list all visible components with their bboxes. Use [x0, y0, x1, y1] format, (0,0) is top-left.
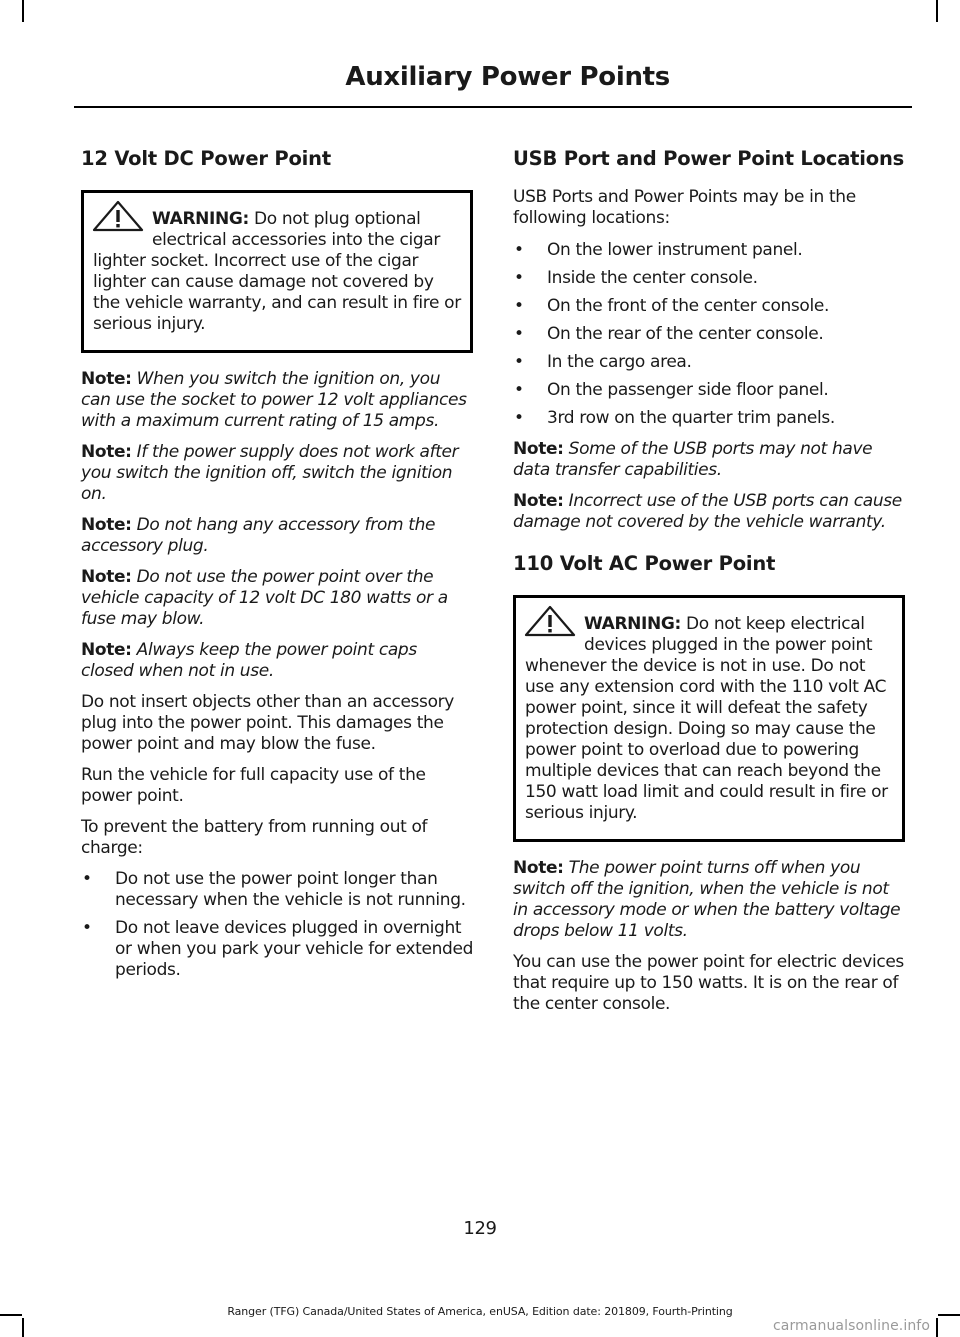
section-heading-12v: 12 Volt DC Power Point	[81, 147, 331, 170]
warning-box-12v	[81, 190, 473, 353]
note-text: Do not use the power point over the vehicle capacity of 12 volt DC 180 watts or a fuse may blow.	[81, 567, 448, 629]
page-number: 129	[463, 1218, 497, 1239]
note-label: Note:	[81, 640, 132, 660]
paragraph-150-watts: You can use the power point for electric devices that require up to 150 watts. It is on the rear of the center console.	[513, 952, 904, 1014]
paragraph-insert-objects: Do not insert objects other than an accessory plug into the power point. This damages the power point and may blow the fuse.	[81, 692, 454, 754]
warning-body: Do not keep electrical devices plugged in the power point whenever the device is not in use. Do not use any extension cord with the 110 volt AC power point, since it will defeat the safety protection design. Doing so may cause the power point to overload due to powering multiple devices that can reach beyond the 150 watt load limit and could result in fire or serious injury.	[525, 614, 888, 823]
note-label: Note:	[513, 439, 564, 459]
list-item: • Inside the center console.	[513, 268, 905, 289]
list-item: • In the cargo area.	[513, 352, 905, 373]
note-text: If the power supply does not work after you switch the ignition off, switch the ignition on.	[81, 442, 459, 504]
note-label: Note:	[513, 491, 564, 511]
list-item: • On the front of the center console.	[513, 296, 905, 317]
note-1	[81, 369, 473, 432]
right-column	[513, 148, 905, 1025]
list-item: • On the passenger side floor panel.	[513, 380, 905, 401]
left-column	[81, 148, 473, 991]
note-label: Note:	[513, 858, 564, 878]
note-label: Note:	[81, 567, 132, 587]
note-text: Some of the USB ports may not have data transfer capabilities.	[513, 439, 873, 480]
page-header-title: Auxiliary Power Points	[345, 62, 670, 92]
list-item: • Do not leave devices plugged in overnight or when you park your vehicle for extended periods.	[81, 918, 473, 981]
note-text: Do not hang any accessory from the accessory plug.	[81, 515, 436, 556]
note-text: The power point turns off when you switch off the ignition, when the vehicle is not in accessory mode or when the battery voltage drops below 11 volts.	[513, 858, 901, 941]
note-usb-data	[513, 439, 905, 481]
warning-triangle-icon	[92, 200, 144, 232]
crop-mark-top-right	[936, 0, 938, 22]
note-text: When you switch the ignition on, you can use the socket to power 12 volt appliances with a maximum current rating of 15 amps.	[81, 369, 467, 431]
paragraph-prevent-battery: To prevent the battery from running out of charge:	[81, 817, 428, 858]
header-divider	[74, 106, 912, 108]
crop-mark-top-left	[22, 0, 24, 22]
note-label: Note:	[81, 442, 132, 462]
note-text: Always keep the power point caps closed when not in use.	[81, 640, 417, 681]
note-3	[81, 515, 473, 557]
list-item: • 3rd row on the quarter trim panels.	[513, 408, 905, 429]
note-label: Note:	[81, 369, 132, 389]
section-heading-110v: 110 Volt AC Power Point	[513, 552, 776, 575]
warning-text-110v	[525, 614, 893, 824]
locations-list	[513, 240, 905, 429]
battery-tips-list	[81, 869, 473, 981]
list-item: • On the rear of the center console.	[513, 324, 905, 345]
note-label: Note:	[81, 515, 132, 535]
paragraph-full-capacity: Run the vehicle for full capacity use of the power point.	[81, 765, 426, 806]
note-power-off	[513, 858, 905, 942]
section-heading-usb-locations: USB Port and Power Point Locations	[513, 147, 905, 170]
paragraph-usb-intro: USB Ports and Power Points may be in the following locations:	[513, 187, 856, 228]
edition-footer: Ranger (TFG) Canada/United States of America, enUSA, Edition date: 201809, Fourth-Printing	[227, 1305, 733, 1318]
watermark-text: carmanualsonline.info	[772, 1318, 930, 1334]
warning-box-110v	[513, 595, 905, 842]
warning-label: WARNING:	[584, 614, 681, 634]
warning-body: Do not plug optional electrical accessories into the cigar lighter socket. Incorrect use of the cigar lighter can cause damage not covered by the vehicle warranty, and can result in fire or serious injury.	[93, 209, 461, 334]
list-item: • Do not use the power point longer than necessary when the vehicle is not running.	[81, 869, 473, 911]
warning-triangle-icon	[524, 605, 576, 637]
note-usb-damage	[513, 491, 905, 533]
note-2	[81, 442, 473, 505]
note-5	[81, 640, 473, 682]
warning-text-12v	[93, 209, 461, 335]
note-text: Incorrect use of the USB ports can cause damage not covered by the vehicle warranty.	[513, 491, 902, 532]
note-4	[81, 567, 473, 630]
list-item: • On the lower instrument panel.	[513, 240, 905, 261]
warning-label: WARNING:	[152, 209, 249, 229]
